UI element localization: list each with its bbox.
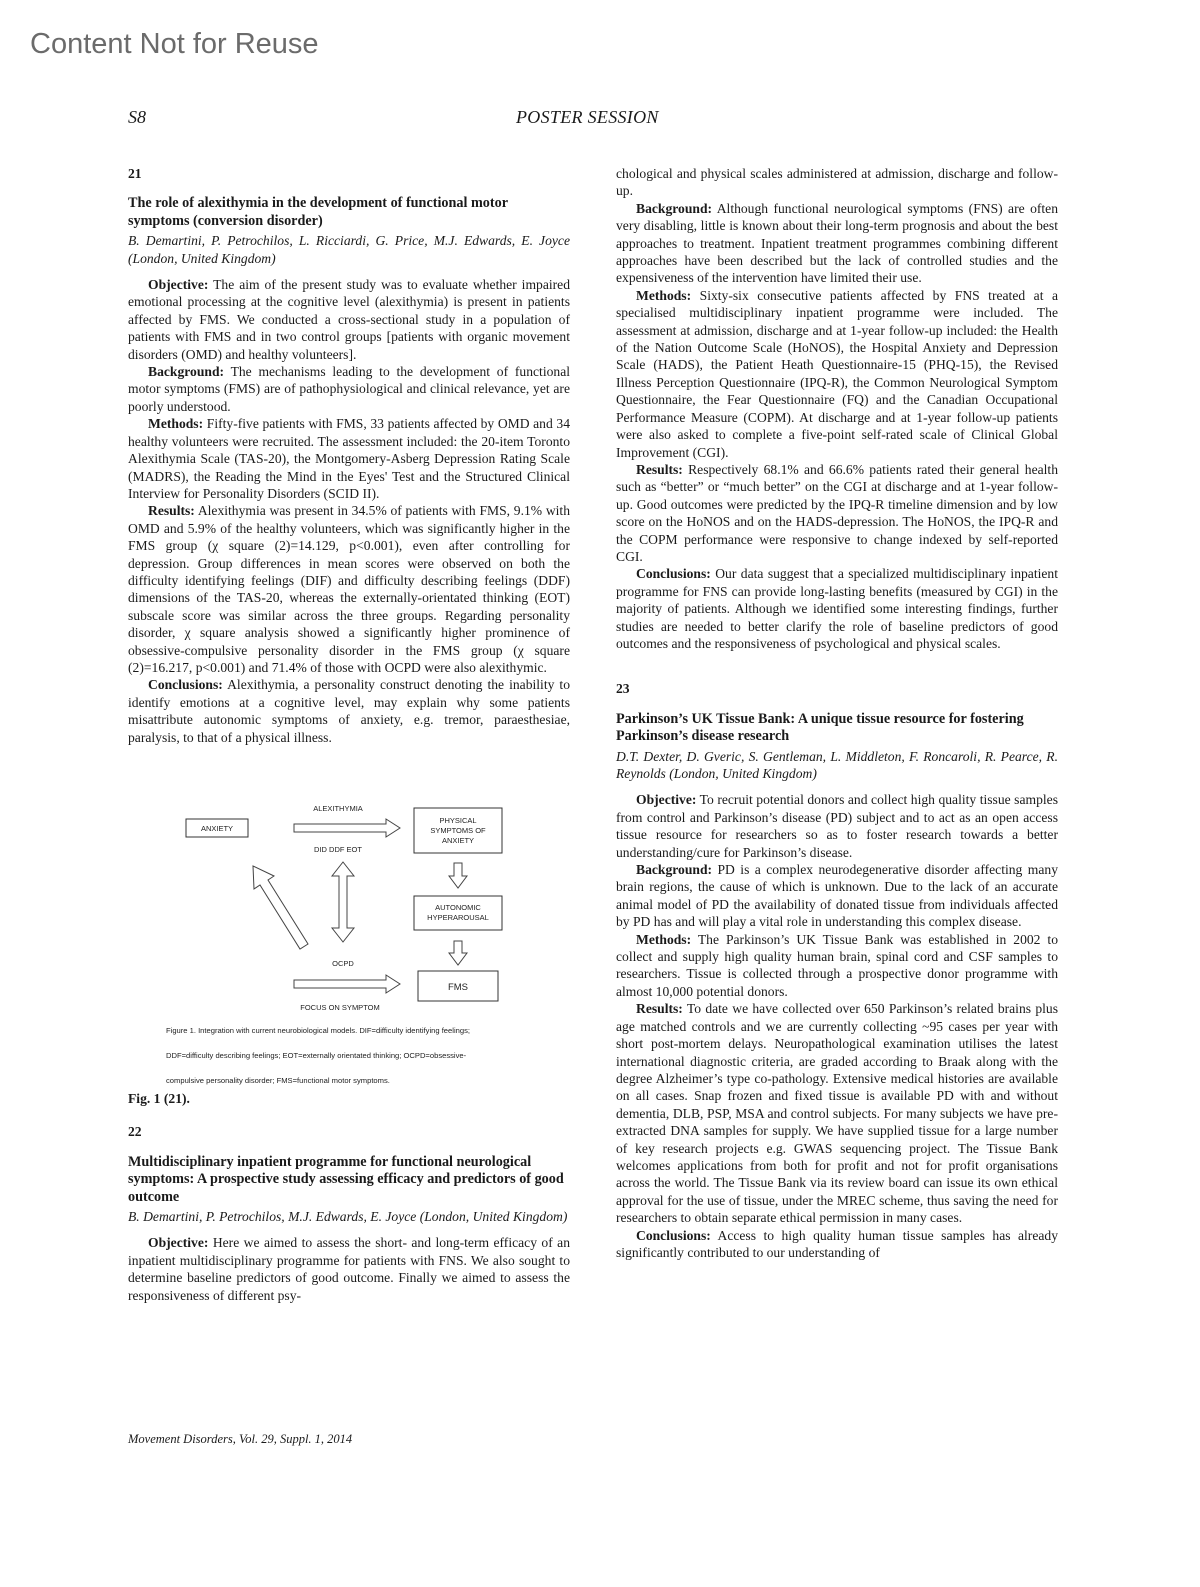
physical-line-2: SYMPTOMS OF xyxy=(430,826,486,835)
objective-text: The aim of the present study was to evaluate whether impaired emotional processing at the cognitive level (alexithymia) is present in patients affected by FMS. We conducted a cross-sectional study in a population of patients with FMS and in two control groups [patients with organic movement disorders (OMD) and healthy volunteers]. xyxy=(128,277,570,362)
running-head-section: POSTER SESSION xyxy=(516,107,659,127)
alexithymia-label: ALEXITHYMIA xyxy=(313,804,363,813)
background-label: Background: xyxy=(636,200,713,216)
journal-footer: Movement Disorders, Vol. 29, Suppl. 1, 2014 xyxy=(128,1432,353,1446)
conclusions-text: Access to high quality human tissue samples has already significantly contributed to our understanding of xyxy=(616,1227,1058,1260)
conclusions-text: Alexithymia, a personality construct denoting the inability to identify emotions at a cognitive level, may explain why some patients misattribute autonomic symptoms of anxiety, e.g. tremor, paraesthesiae, paralysis, to that of a physical illness. xyxy=(128,677,571,745)
methods-label: Methods: xyxy=(636,287,692,303)
abstract-number: 21 xyxy=(128,166,142,181)
caption-line-3: compulsive personality disorder; FMS=functional motor symptoms. xyxy=(166,1076,390,1085)
objective-label: Objective: xyxy=(148,1235,209,1251)
conclusions-label: Conclusions: xyxy=(148,677,223,693)
conclusions-text: Our data suggest that a specialized multidisciplinary inpatient programme for FNS can provide long-lasting benefits (measured by CGI) in the majority of patients. Although we identified some interesting findings, further studies are needed to better clarify the role of baseline predictors of good outcomes and the responsiveness of psychological and physical scales. xyxy=(616,566,1058,651)
figure-label: Fig. 1 (21). xyxy=(128,1091,190,1106)
conclusions-label: Conclusions: xyxy=(636,1227,711,1243)
results-label: Results: xyxy=(148,503,195,519)
background-paragraph xyxy=(128,363,570,415)
results-paragraph xyxy=(128,502,570,676)
results-text: To date we have collected over 650 Parkinson’s related brains plus age matched controls and we are currently collecting ~95 cases per year with short post-mortem delays. Neuropathological examination utilises the latest international diagnostic criteria, are graded according to Braak along with the degree Alzheimer’s type co-pathology. Extensive medical histories are available on all cases. Snap frozen and fixed tissue is available PD with and without dementia, DLB, PSP, MSA and control subjects. For many subjects we have pre-extracted DNA samples for supply. We have supplied tissue for a large number of key research projects e.g. GWAS sequencing project. The Tissue Bank welcomes applications from both for profit and not for profit organisations across the world. The Tissue Bank via its review board can issue its own ethical approval for the use of tissue, under the MREC scheme, thus saving the need for researchers to obtain separate ethical permission in many cases. xyxy=(616,1001,1058,1226)
arrow-diagonal-icon xyxy=(253,866,308,949)
abstract-title: The role of alexithymia in the development of functional motor symptoms (conversion disorder) xyxy=(128,195,508,229)
arrow-down-icon xyxy=(449,863,467,888)
conclusions-label: Conclusions: xyxy=(636,566,711,582)
caption-line-2: DDF=difficulty describing feelings; EOT=externally orientated thinking; OCPD=obsessive- xyxy=(166,1051,467,1060)
objective-label: Objective: xyxy=(148,277,209,293)
abstract-authors: B. Demartini, P. Petrochilos, M.J. Edwards, E. Joyce (London, United Kingdom) xyxy=(128,1209,568,1225)
results-text: Respectively 68.1% and 66.6% patients rated their general health such as “better” or “much better” on the CGI at discharge and at 1-year follow-up. Good outcomes were predicted by the IPQ-R timeline dimension and by low score on the HoNOS and on the HADS-depression. The HoNOS, the IPQ-R and the COPM performance were responsive to change indexed by self-reported CGI. xyxy=(616,461,1058,564)
objective-paragraph xyxy=(616,791,1058,861)
figure-diagram xyxy=(128,784,570,1084)
anxiety-label: ANXIETY xyxy=(200,824,234,833)
methods-text: Sixty-six consecutive patients affected by FNS treated at a specialised multidisciplinary inpatient programme were included. The assessment at admission, discharge and at 1-year follow-up included: the Health of the Nation Outcome Scale (HoNOS), the Hospital Anxiety and Depression Scale (HADS), the Patient Heath Questionnaire-15 (PHQ-15), the Revised Illness Perception Questionnaire (IPQ-R), the Common Neurological Symptom Questionnaire, the Fear Questionnaire (FQ) and the Canadian Occupational Performance Measure (COPM). At discharge and at 1-year follow-up patients were also asked to complete a five-point self-rated scale of Clinical Global Improvement (CGI). xyxy=(616,287,1058,460)
abstract-number: 23 xyxy=(616,681,630,697)
double-arrow-icon xyxy=(332,862,354,942)
background-text: The mechanisms leading to the development of functional motor symptoms (FMS) are of pathophysiological and clinical relevance, yet are poorly understood. xyxy=(128,364,570,414)
objective-paragraph xyxy=(128,276,570,363)
figure-caption xyxy=(166,1018,576,1093)
methods-label: Methods: xyxy=(148,416,204,432)
methods-text: The Parkinson’s UK Tissue Bank was established in 2002 to collect and supply high quality human brain, spinal cord and CSF samples to researchers. Tissue is collected through a prospective donor programme with almost 10,000 potential donors. xyxy=(616,931,1059,999)
focus-symptom-label: FOCUS ON SYMPTOM xyxy=(300,1003,380,1012)
background-paragraph xyxy=(616,200,1058,287)
autonomic-line-2: HYPERAROUSAL xyxy=(427,913,489,922)
objective-label: Objective: xyxy=(636,792,697,808)
results-label: Results: xyxy=(636,461,683,477)
objective-text: Here we aimed to assess the short- and long-term efficacy of an inpatient multidisciplinary programme for patients with FNS. We also sought to determine baseline predictors of good outcome. Finally we aimed to assess the responsiveness of different psy- xyxy=(128,1235,570,1303)
objective-text: To recruit potential donors and collect high quality tissue samples from control and Parkinson’s disease (PD) subject and to act as an open access tissue resource for researchers so as to foster research towards a better understanding/cure for Parkinson’s disease. xyxy=(616,792,1058,860)
results-paragraph xyxy=(616,461,1058,565)
abstract-title: Multidisciplinary inpatient programme for functional neurological symptoms: A prospective study assessing efficacy and predictors of good outcome xyxy=(128,1153,564,1205)
page-number: S8 xyxy=(128,107,146,127)
watermark: Content Not for Reuse xyxy=(30,28,319,60)
abstract-authors: B. Demartini, P. Petrochilos, L. Ricciardi, G. Price, M.J. Edwards, E. Joyce (London, United Kingdom) xyxy=(128,233,570,266)
fms-label: FMS xyxy=(447,982,469,993)
background-text: Although functional neurological symptoms (FNS) are often very disabling, little is known about their long-term prognosis and about the best approaches to treatment. Inpatient treatment programmes combining different approaches have been described but the lack of controlled studies and the expensiveness of the intervention have limited their use. xyxy=(616,200,1058,286)
physical-line-1: PHYSICAL xyxy=(439,816,477,825)
arrow-right-icon xyxy=(294,975,400,993)
methods-text: Fifty-five patients with FMS, 33 patients affected by OMD and 34 healthy volunteers were recruited. The assessment included: the 20-item Toronto Alexithymia Scale (TAS-20), the Montgomery-Asberg Depression Rating Scale (MADRS), the Reading the Mind in the Eyes' Test and the Structured Clinical Interview for Personality Disorders (SCID II). xyxy=(128,416,570,501)
abstract-number: 22 xyxy=(128,1124,142,1140)
dif-ddf-eot-label: DID DDF EOT xyxy=(314,845,362,854)
background-paragraph xyxy=(616,861,1058,931)
methods-paragraph xyxy=(128,415,570,502)
autonomic-line-1: AUTONOMIC xyxy=(435,903,481,912)
conclusions-paragraph xyxy=(128,676,570,746)
methods-label: Methods: xyxy=(636,931,692,947)
arrow-right-icon xyxy=(294,819,400,837)
arrow-down-icon xyxy=(449,941,467,965)
abstract-title: Parkinson’s UK Tissue Bank: A unique tissue resource for fostering Parkinson’s disease research xyxy=(616,710,1024,745)
results-label: Results: xyxy=(636,1001,683,1017)
conclusions-paragraph xyxy=(616,565,1058,652)
objective-paragraph xyxy=(128,1234,570,1304)
background-label: Background: xyxy=(636,862,713,878)
caption-line-1: Figure 1. Integration with current neurobiological models. DIF=difficulty identifying feelings; xyxy=(166,1026,470,1035)
background-label: Background: xyxy=(148,364,225,380)
abstract-authors: D.T. Dexter, D. Gveric, S. Gentleman, L. Middleton, F. Roncaroli, R. Pearce, R. Reynolds (London, United Kingdom) xyxy=(616,748,1058,781)
right-column xyxy=(616,165,1058,1261)
conclusions-paragraph xyxy=(616,1227,1058,1262)
ocpd-label: OCPD xyxy=(332,959,354,968)
left-column xyxy=(128,165,570,1304)
methods-paragraph xyxy=(616,931,1058,1001)
physical-line-3: ANXIETY xyxy=(441,836,475,845)
results-text: Alexithymia was present in 34.5% of patients with FMS, 9.1% with OMD and 5.9% of the healthy volunteers, which was significantly higher in the FMS group (χ square (2)=14.129, p<0.001), even after controlling for depression. Group differences in mean scores were observed on both the difficulty identifying feelings (DIF) and difficulty describing feelings (DDF) dimensions of the TAS-20, whereas the externally-orientated thinking (EOT) subscale score was similar across the three groups. Regarding personality disorder, χ square analysis showed a significantly higher prominence of obsessive-compulsive personality disorder in the FMS group (χ square (2)=16.217, p<0.001) and 71.4% of those with OCPD were also alexithymic. xyxy=(128,503,570,675)
background-text: PD is a complex neurodegenerative disorder affecting many brain regions, the cause of which is unknown. Due to the lack of an accurate animal model of PD the availability of donated tissue from individuals affected by PD has and will play a vital role in understanding this complex disease. xyxy=(616,862,1058,930)
methods-paragraph xyxy=(616,287,1058,461)
diagram-svg xyxy=(128,784,570,1014)
results-paragraph xyxy=(616,1000,1058,1226)
objective-continued: chological and physical scales administered at admission, discharge and follow-up. xyxy=(616,166,1058,199)
